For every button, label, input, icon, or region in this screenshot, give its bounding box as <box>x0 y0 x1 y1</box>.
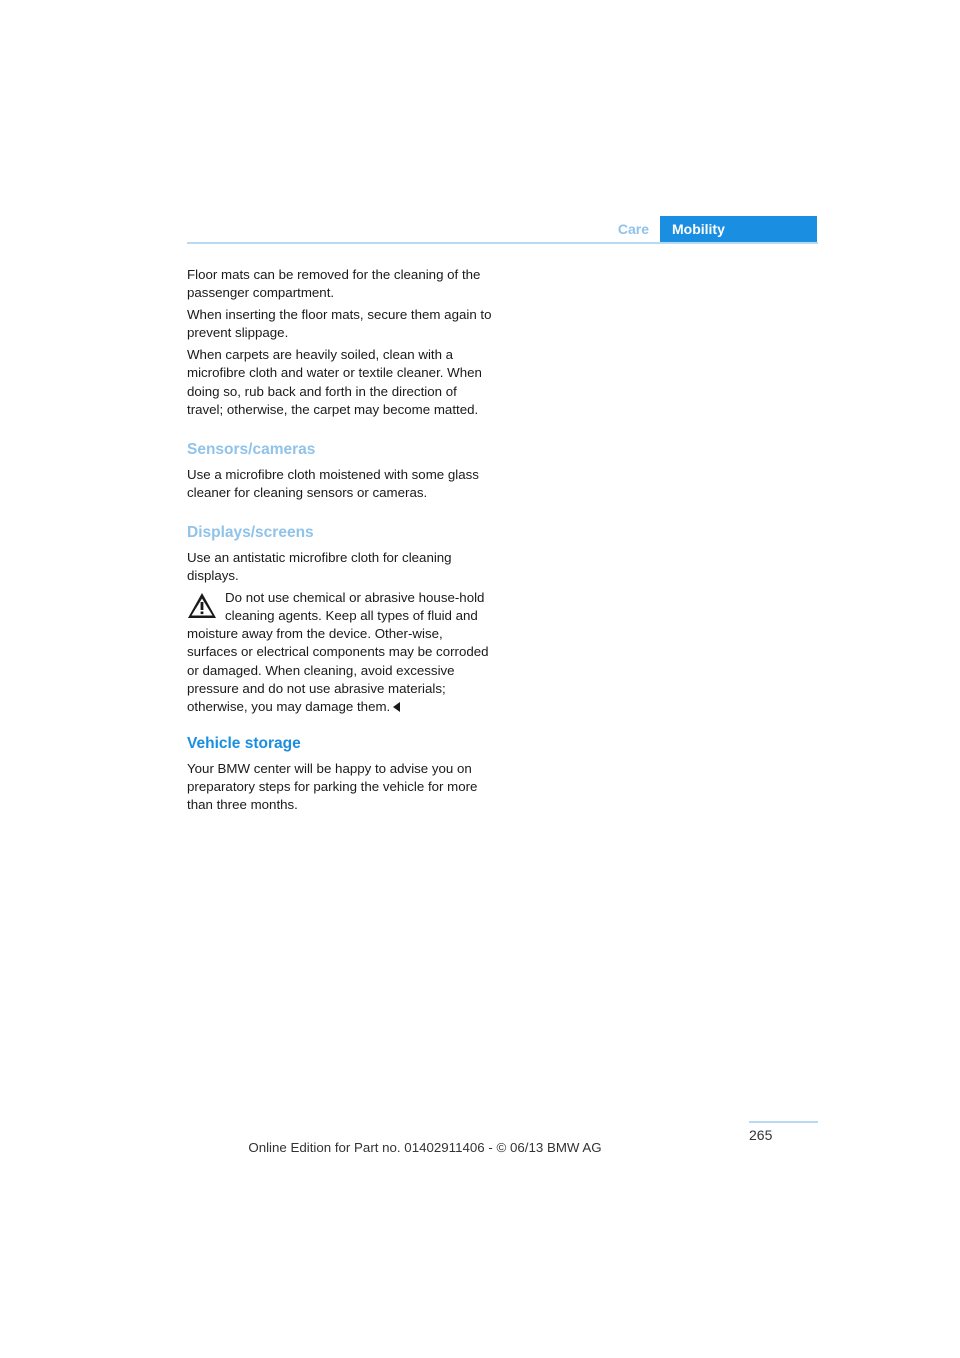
chapter-tab-mobility: Mobility <box>660 216 817 243</box>
sensors-paragraph: Use a microfibre cloth moistened with some glass cleaner for cleaning sensors or cameras. <box>187 466 479 500</box>
heading-displays-screens: Displays/screens <box>187 523 314 541</box>
header-tabs <box>604 216 817 243</box>
warning-text: Do not use chemical or abrasive house-hold cleaning agents. Keep all types of fluid and moisture away from the device. Other-wise, surfaces or electrical components may be corroded or damaged. When cleaning, avoid excessive pressure and do not use abrasive materials; otherwise, you may damage them. <box>187 590 489 714</box>
header-divider <box>187 242 818 244</box>
section-tab-care: Care <box>617 221 649 237</box>
warning-note <box>187 589 492 716</box>
intro-paragraph-2: When inserting the floor mats, secure them again to prevent slippage. <box>187 307 492 341</box>
heading-vehicle-storage: Vehicle storage <box>187 734 301 752</box>
footer-divider <box>749 1121 818 1123</box>
main-content <box>187 266 492 818</box>
end-triangle-icon <box>393 702 400 712</box>
displays-paragraph: Use an antistatic microfibre cloth for cleaning displays. <box>187 549 452 584</box>
page-number: 265 <box>749 1127 773 1143</box>
intro-paragraph-1: Floor mats can be removed for the cleaning of the passenger compartment. <box>187 267 481 301</box>
intro-paragraph-3: When carpets are heavily soiled, clean with a microfibre cloth and water or textile cleaner. When doing so, rub back and forth in the direction of travel; otherwise, the carpet may become matted. <box>187 347 482 417</box>
warning-triangle-icon <box>187 591 217 621</box>
heading-sensors-cameras: Sensors/cameras <box>187 440 316 458</box>
storage-paragraph: Your BMW center will be happy to advise you on preparatory steps for parking the vehicle for more than three months. <box>187 760 478 812</box>
edition-footer: Online Edition for Part no. 01402911406 - © 06/13 BMW AG <box>248 1140 602 1155</box>
